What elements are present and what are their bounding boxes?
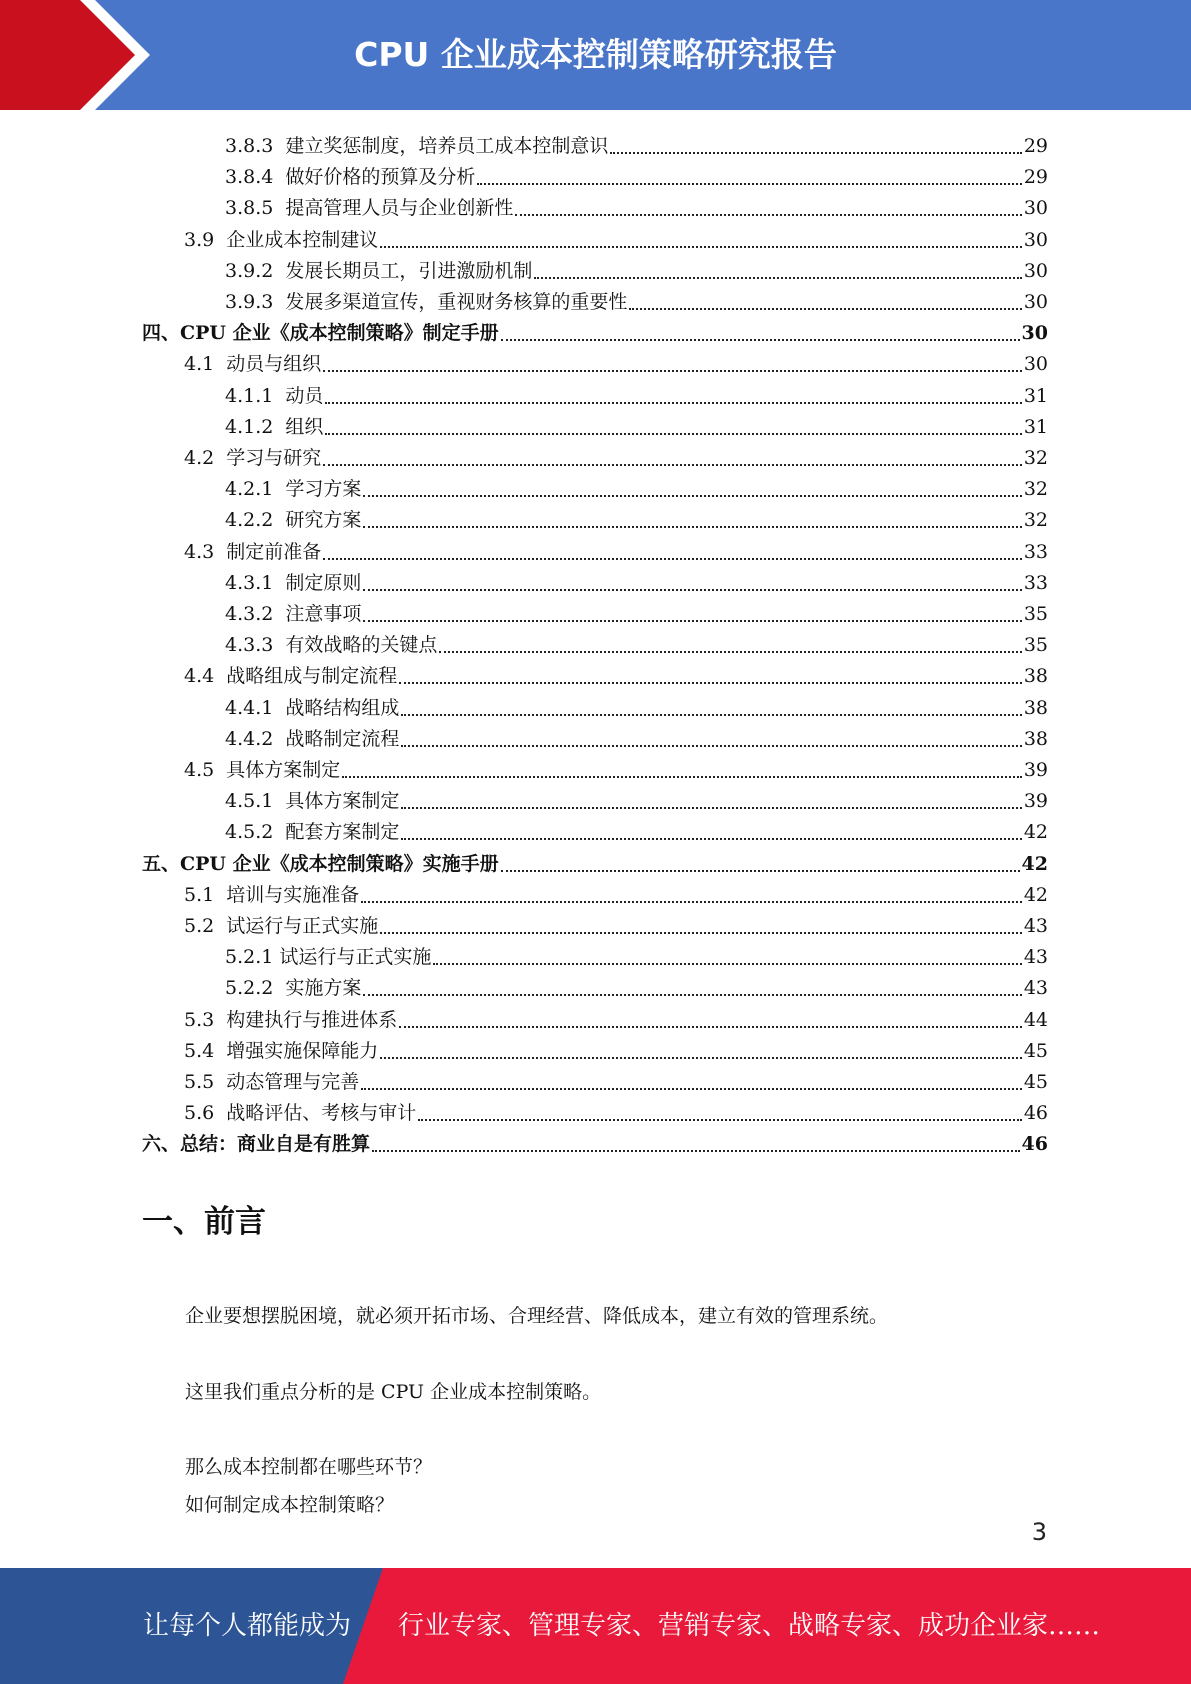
toc-entry-page: 45 [1023,1071,1048,1093]
toc-entry[interactable] [225,377,1048,408]
toc-leader-dots [610,138,1021,154]
toc-entry-title: 4.5 具体方案制定 [184,759,341,781]
toc-entry-page: 42 [1023,821,1048,844]
toc-entry-page: 35 [1023,634,1048,657]
toc-entry-title: 5.6 战略评估、考核与审计 [184,1102,417,1125]
toc-entry-title: 5.2.1 试运行与正式实施 [225,946,432,969]
toc-entry-title: 4.4 战略组成与制定流程 [184,665,398,688]
toc-entry[interactable] [184,907,1048,938]
toc-entry-title: 4.1 动员与组织 [184,353,322,376]
toc-entry[interactable] [142,1125,1048,1156]
toc-entry[interactable] [184,533,1048,564]
toc-entry-title: 4.1.2 组织 [225,415,324,438]
toc-leader-dots [363,575,1021,591]
toc-leader-dots [439,637,1021,653]
toc-entry-title: 四、CPU 企业《成本控制策略》制定手册 [142,322,499,345]
toc-leader-dots [342,762,1022,778]
toc-entry-title: 3.8.5 提高管理人员与企业创新性 [225,197,514,220]
toc-entry[interactable] [225,501,1048,532]
toc-entry-page: 33 [1023,540,1048,563]
toc-entry[interactable] [184,876,1048,907]
toc-leader-dots [380,918,1022,934]
toc-entry[interactable] [184,1063,1048,1094]
toc-entry-title: 3.9.2 发展长期员工，引进激励机制 [225,259,533,282]
toc-entry-page: 43 [1023,946,1048,969]
toc-leader-dots [501,325,1020,341]
toc-entry-page: 43 [1023,977,1048,1000]
toc-entry[interactable] [225,470,1048,501]
toc-leader-dots [363,481,1021,497]
toc-leader-dots [380,1043,1022,1059]
toc-leader-dots [477,169,1021,185]
toc-entry-page: 38 [1023,665,1048,688]
toc-entry-page: 32 [1023,478,1048,501]
footer-slogan-left: 让每个人都能成为 [143,1611,352,1641]
toc-entry-title: 4.4.1 战略结构组成 [225,696,400,719]
toc-entry-page: 30 [1021,322,1048,345]
toc-entry-title: 5.2.2 实施方案 [225,977,362,1000]
toc-entry-page: 32 [1023,447,1048,469]
toc-entry-title: 4.3 制定前准备 [184,540,322,563]
toc-entry-title: 4.3.3 有效战略的关键点 [225,634,438,657]
toc-entry[interactable] [184,1094,1048,1125]
toc-entry-title: 4.2.2 研究方案 [225,509,362,532]
toc-entry-page: 46 [1023,1102,1048,1125]
toc-entry-title: 5.1 培训与实施准备 [184,883,360,906]
toc-entry-page: 29 [1023,135,1048,157]
toc-leader-dots [418,1105,1022,1121]
toc-leader-dots [401,700,1021,716]
paragraph: 那么成本控制都在哪些环节？ [185,1456,433,1478]
toc-entry[interactable] [184,439,1048,470]
toc-leader-dots [401,824,1021,840]
toc-leader-dots [361,1074,1022,1090]
toc-leader-dots [323,356,1022,372]
toc-entry[interactable] [225,720,1048,751]
toc-leader-dots [380,232,1022,248]
toc-leader-dots [363,512,1021,528]
toc-entry-page: 29 [1023,166,1048,189]
paragraph: 如何制定成本控制策略？ [185,1494,395,1516]
toc-entry-title: 5.2 试运行与正式实施 [184,915,379,937]
toc-entry-page: 32 [1023,509,1048,532]
toc-entry-title: 5.4 增强实施保障能力 [184,1039,379,1062]
toc-entry[interactable] [184,1001,1048,1032]
toc-entry-page: 39 [1023,759,1048,781]
toc-entry-page: 46 [1021,1133,1048,1156]
toc-entry[interactable] [184,1032,1048,1063]
toc-leader-dots [399,668,1022,684]
toc-entry[interactable] [225,595,1048,626]
toc-entry-page: 31 [1023,384,1048,407]
toc-entry[interactable] [184,345,1048,376]
toc-leader-dots [323,450,1022,466]
chevron-decoration-icon [0,0,160,110]
toc-entry[interactable] [225,408,1048,439]
toc-entry-page: 30 [1023,353,1048,376]
paragraph: 企业要想摆脱困境，就必须开拓市场、合理经营、降低成本，建立有效的管理系统。 [185,1305,889,1327]
toc-entry-title: 4.2.1 学习方案 [225,478,362,501]
toc-leader-dots [325,419,1021,435]
toc-entry-title: 4.5.1 具体方案制定 [225,790,400,813]
paragraph: 这里我们重点分析的是 CPU 企业成本控制策略。 [185,1381,602,1403]
toc-entry-title: 六、总结：商业自是有胜算 [142,1133,371,1156]
toc-entry-title: 5.3 构建执行与推进体系 [184,1008,398,1031]
toc-entry[interactable] [225,782,1048,813]
toc-entry-page: 38 [1023,727,1048,750]
toc-leader-dots [363,606,1021,622]
toc-entry-page: 35 [1023,603,1048,625]
toc-leader-dots [323,544,1022,560]
toc-entry-title: 4.3.2 注意事项 [225,603,362,625]
toc-entry-page: 43 [1023,915,1048,937]
toc-entry[interactable] [225,938,1048,969]
toc-entry[interactable] [184,751,1048,782]
toc-entry-page: 42 [1023,883,1048,906]
page-footer [0,1568,1191,1684]
toc-leader-dots [433,949,1021,965]
footer-slogan-right: 行业专家、管理专家、营销专家、战略专家、成功企业家…… [398,1611,1101,1641]
toc-entry-page: 44 [1023,1008,1048,1031]
toc-entry[interactable] [225,283,1048,314]
toc-entry-page: 33 [1023,571,1048,594]
toc-entry-page: 30 [1023,228,1048,251]
section-heading: 一、前言 [142,1204,266,1240]
toc-entry-page: 45 [1023,1039,1048,1062]
toc-entry[interactable] [225,189,1048,220]
toc-entry-title: 五、CPU 企业《成本控制策略》实施手册 [142,852,499,875]
toc-entry-title: 3.9 企业成本控制建议 [184,228,379,251]
toc-entry-title: 3.8.4 做好价格的预算及分析 [225,166,476,189]
toc-leader-dots [363,980,1021,996]
toc-entry[interactable] [225,158,1048,189]
toc-entry[interactable] [225,252,1048,283]
toc-entry[interactable] [225,813,1048,844]
toc-leader-dots [515,200,1021,216]
page-header [0,0,1191,110]
toc-entry-page: 30 [1023,259,1048,282]
toc-entry-title: 4.4.2 战略制定流程 [225,727,400,750]
toc-entry-page: 30 [1023,197,1048,220]
toc-leader-dots [372,1136,1020,1152]
toc-entry-page: 42 [1021,852,1048,875]
toc-leader-dots [534,263,1021,279]
toc-entry[interactable] [142,314,1048,345]
toc-entry[interactable] [225,969,1048,1000]
toc-entry-title: 3.9.3 发展多渠道宣传，重视财务核算的重要性 [225,291,628,313]
toc-entry-page: 31 [1023,415,1048,438]
header-title: CPU 企业成本控制策略研究报告 [354,35,837,74]
toc-entry-title: 4.5.2 配套方案制定 [225,821,400,844]
toc-entry[interactable] [184,657,1048,688]
toc-entry-title: 4.1.1 动员 [225,384,324,407]
toc-entry[interactable] [225,689,1048,720]
toc-entry-page: 39 [1023,790,1048,813]
page-number: 3 [1031,1518,1047,1546]
toc-entry-title: 3.8.3 建立奖惩制度，培养员工成本控制意识 [225,135,609,157]
toc-entry[interactable] [225,626,1048,657]
toc-entry-title: 5.5 动态管理与完善 [184,1071,360,1093]
toc-entry[interactable] [225,127,1048,158]
toc-entry-page: 30 [1023,291,1048,313]
toc-entry-page: 38 [1023,696,1048,719]
toc-entry[interactable] [184,221,1048,252]
toc-leader-dots [325,388,1021,404]
toc-leader-dots [361,887,1022,903]
toc-entry[interactable] [225,564,1048,595]
toc-leader-dots [399,1012,1022,1028]
toc-entry[interactable] [142,845,1048,876]
toc-leader-dots [401,793,1021,809]
toc-leader-dots [501,856,1020,872]
toc-entry-title: 4.2 学习与研究 [184,447,322,469]
toc-entry-title: 4.3.1 制定原则 [225,571,362,594]
toc-leader-dots [629,294,1021,310]
toc-leader-dots [401,731,1021,747]
